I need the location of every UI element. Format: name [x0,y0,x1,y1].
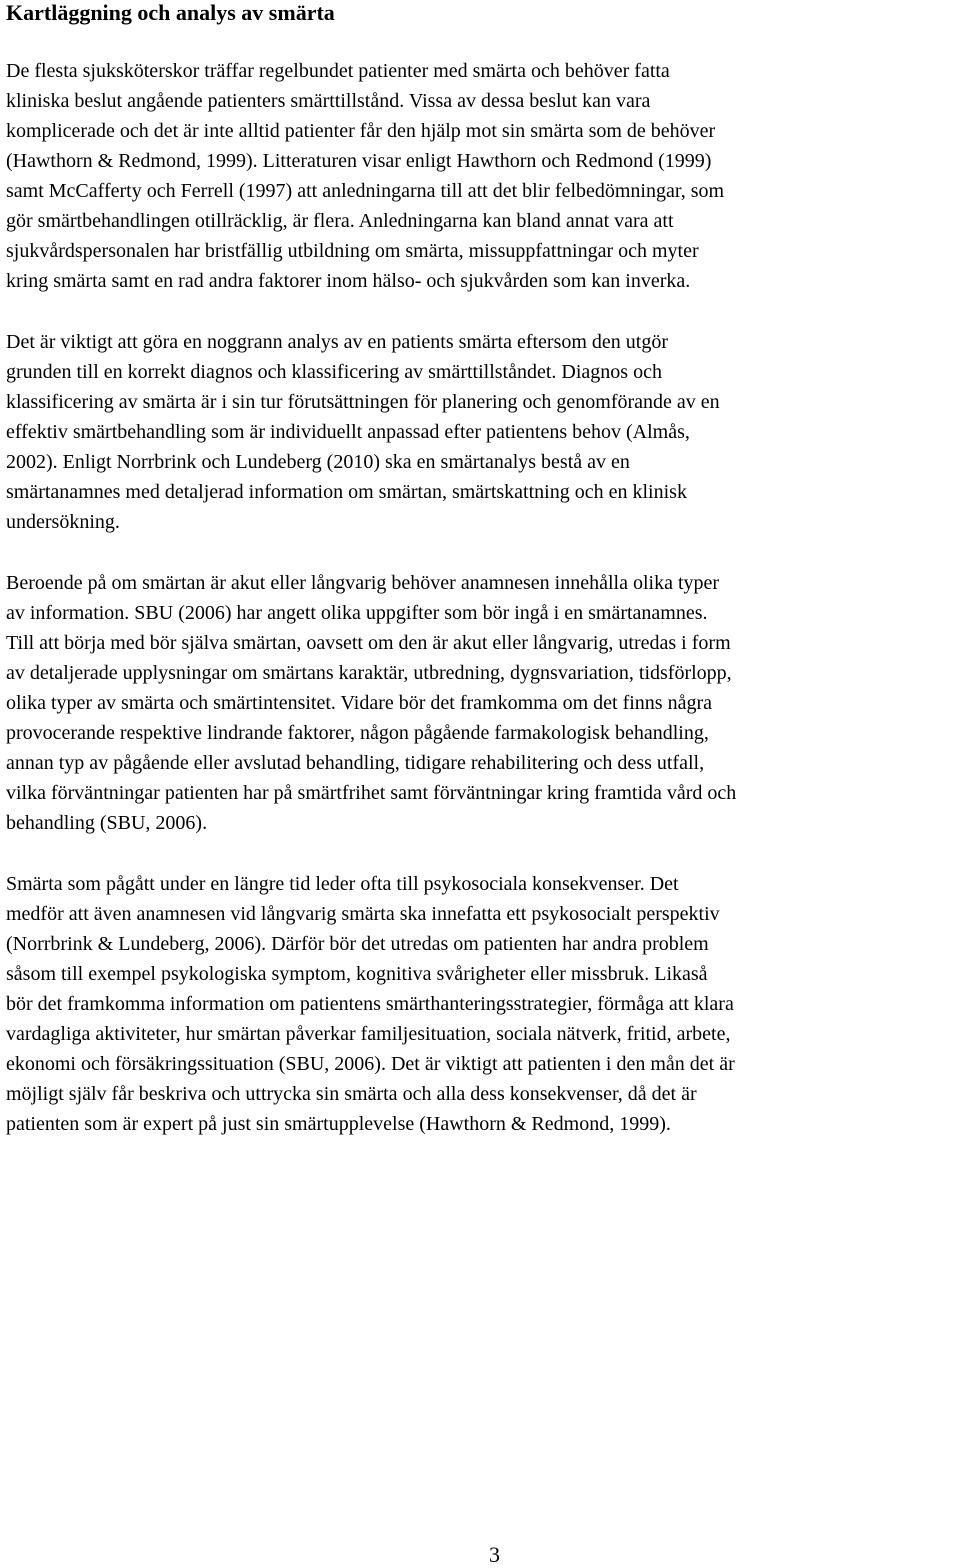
text-line: Till att börja med bör själva smärtan, oavsett om den är akut eller långvarig, utredas i form [6,632,731,654]
text-line: bör det framkomma information om patientens smärthanteringsstrategier, förmåga att klara [6,993,734,1015]
text-line: komplicerade och det är inte alltid patienter får den hjälp mot sin smärta som de behöver [6,120,716,142]
text-line: (Hawthorn & Redmond, 1999). Litteraturen visar enligt Hawthorn och Redmond (1999) [6,150,712,172]
text-line: (Norrbrink & Lundeberg, 2006). Därför bör det utredas om patienten har andra problem [6,933,709,955]
text-line: kring smärta samt en rad andra faktorer inom hälso- och sjukvården som kan inverka. [6,270,691,292]
text-line: effektiv smärtbehandling som är individuellt anpassad efter patientens behov (Almås, [6,421,690,443]
page-number: 3 [489,1542,500,1567]
text-line: av information. SBU (2006) har angett olika uppgifter som bör ingå i en smärtanamnes. [6,602,708,624]
text-line: gör smärtbehandlingen otillräcklig, är flera. Anledningarna kan bland annat vara att [6,210,674,232]
text-line: Smärta som pågått under en längre tid leder ofta till psykosociala konsekvenser. Det [6,873,679,895]
text-line: Beroende på om smärtan är akut eller långvarig behöver anamnesen innehålla olika typer [6,572,720,594]
text-line: behandling (SBU, 2006). [6,812,208,834]
text-line: ekonomi och försäkringssituation (SBU, 2006). Det är viktigt att patienten i den mån det är [6,1053,735,1075]
paragraph-2 [6,327,958,537]
section-heading: Kartläggning och analys av smärta [6,0,335,25]
text-line: vardagliga aktiviteter, hur smärtan påverkar familjesituation, sociala nätverk, fritid, arbete, [6,1023,731,1045]
text-line: patienten som är expert på just sin smärtupplevelse (Hawthorn & Redmond, 1999). [6,1113,671,1135]
text-line: medför att även anamnesen vid långvarig smärta ska innefatta ett psykosocialt perspektiv [6,903,720,925]
text-line: möjligt själv får beskriva och uttrycka sin smärta och alla dess konsekvenser, då det är [6,1083,697,1105]
text-line: vilka förväntningar patienten har på smärtfrihet samt förväntningar kring framtida vård och [6,782,737,804]
text-line: De flesta sjuksköterskor träffar regelbundet patienter med smärta och behöver fatta [6,60,670,82]
text-line: grunden till en korrekt diagnos och klassificering av smärttillståndet. Diagnos och [6,361,662,383]
paragraph-1 [6,56,958,296]
text-line: samt McCafferty och Ferrell (1997) att anledningarna till att det blir felbedömningar, som [6,180,725,202]
text-line: kliniska beslut angående patienters smärttillstånd. Vissa av dessa beslut kan vara [6,90,651,112]
text-line: undersökning. [6,511,120,533]
text-line: Det är viktigt att göra en noggrann analys av en patients smärta eftersom den utgör [6,331,669,353]
paragraph-4 [6,869,958,1139]
text-line: såsom till exempel psykologiska symptom, kognitiva svårigheter eller missbruk. Likaså [6,963,708,985]
text-line: sjukvårdspersonalen har bristfällig utbildning om smärta, missuppfattningar och myter [6,240,699,262]
text-line: annan typ av pågående eller avslutad behandling, tidigare rehabilitering och dess utfall, [6,752,705,774]
text-line: 2002). Enligt Norrbrink och Lundeberg (2010) ska en smärtanalys bestå av en [6,451,630,473]
text-line: provocerande respektive lindrande faktorer, någon pågående farmakologisk behandling, [6,722,709,744]
text-line: klassificering av smärta är i sin tur förutsättningen för planering och genomförande av en [6,391,720,413]
text-line: smärtanamnes med detaljerad information om smärtan, smärtskattning och en klinisk [6,481,687,503]
text-line: av detaljerade upplysningar om smärtans karaktär, utbredning, dygnsvariation, tidsförlopp, [6,662,732,684]
paragraph-3 [6,568,958,838]
text-line: olika typer av smärta och smärtintensitet. Vidare bör det framkomma om det finns några [6,692,712,714]
